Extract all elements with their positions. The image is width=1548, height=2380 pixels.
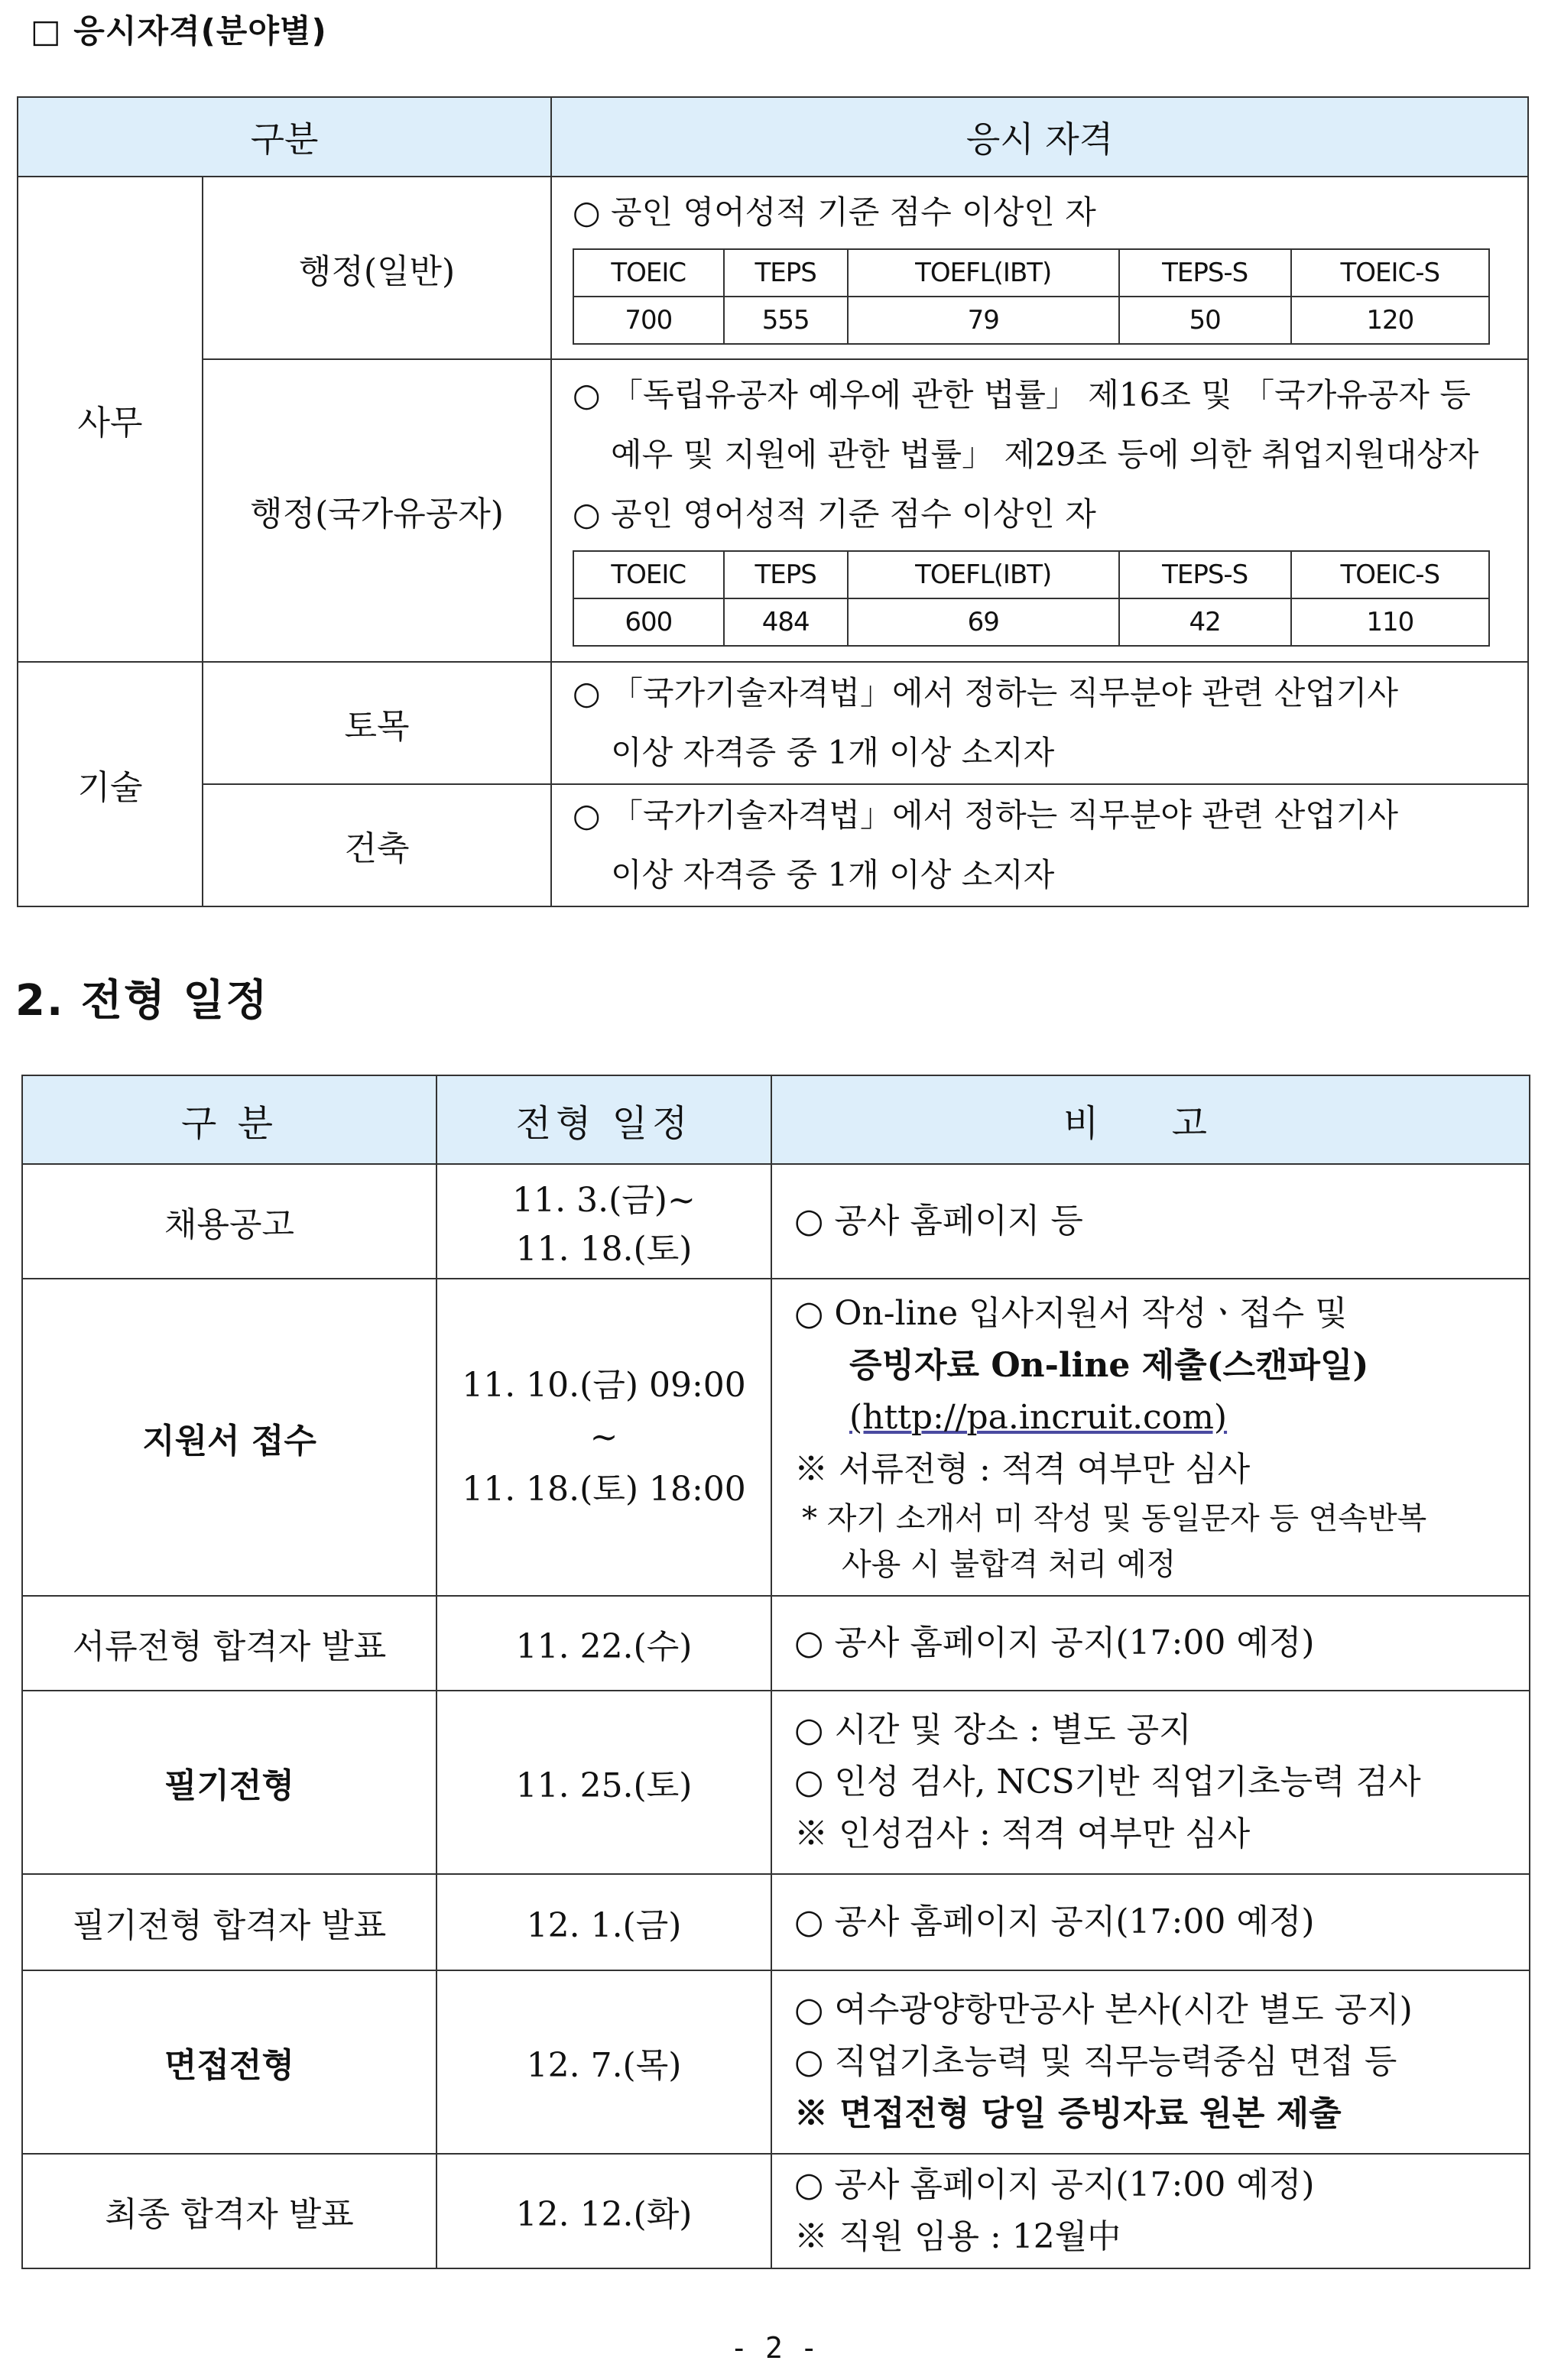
eligibility-table	[17, 96, 1529, 907]
score-value: 50	[1119, 297, 1291, 344]
remark-line: ○ 여수광양항만공사 본사(시간 별도 공지)	[794, 1990, 1413, 2029]
remark-line: 사용 시 불합격 처리 예정	[842, 1546, 1176, 1582]
table-row	[18, 177, 1528, 359]
date-line: 11. 3.(금)~	[512, 1181, 696, 1220]
score-value: 69	[848, 598, 1119, 646]
stage-remarks	[771, 1279, 1530, 1596]
qualification-line: 이상 자격증 중 1개 이상 소지자	[611, 856, 1055, 893]
qualification-line: ○ 공인 영어성적 기준 점수 이상인 자	[573, 495, 1096, 533]
qualification-admin-veterans	[551, 359, 1528, 662]
score-header: TEPS	[724, 551, 848, 598]
category-tech: 기술	[18, 662, 203, 906]
remark-line: ○ 공사 홈페이지 공지(17:00 예정)	[794, 2165, 1315, 2204]
table-row	[22, 1874, 1530, 1970]
stage-remarks	[771, 2154, 1530, 2268]
score-value: 42	[1119, 598, 1291, 646]
score-header: TOEFL(IBT)	[848, 551, 1119, 598]
qualification-line: 예우 및 지원에 관한 법률」 제29조 등에 의한 취업지원대상자	[611, 436, 1479, 473]
remark-line: 증빙자료 On-line 제출(스캔파일)	[849, 1345, 1369, 1385]
page-number: - 2 -	[730, 2331, 818, 2365]
stage-date	[436, 1164, 771, 1279]
score-table-general	[573, 248, 1490, 345]
stage-name: 채용공고	[22, 1164, 436, 1279]
score-header: TOEIC	[573, 249, 724, 297]
table-row	[18, 359, 1528, 662]
category-office: 사무	[18, 177, 203, 662]
table-row	[22, 1596, 1530, 1691]
section-heading-eligibility: □ 응시자격(분야별)	[31, 12, 327, 50]
date-line: 11. 10.(금) 09:00	[462, 1365, 746, 1405]
score-header: TEPS-S	[1119, 551, 1291, 598]
remark-line: ※ 면접전형 당일 증빙자료 원본 제출	[794, 2094, 1342, 2133]
table-header-row	[22, 1075, 1530, 1164]
score-header: TOEIC-S	[1291, 551, 1489, 598]
table-row	[22, 2154, 1530, 2268]
stage-name: 필기전형	[22, 1691, 436, 1874]
remark-line: ※ 인성검사 : 적격 여부만 심사	[794, 1814, 1251, 1853]
score-value: 120	[1291, 297, 1489, 344]
stage-name: 최종 합격자 발표	[22, 2154, 436, 2268]
score-value: 110	[1291, 598, 1489, 646]
score-value: 700	[573, 297, 724, 344]
stage-name: 필기전형 합격자 발표	[22, 1874, 436, 1970]
header-category: 구분	[18, 97, 551, 177]
remark-line: ○ On-line 입사지원서 작성ㆍ접수 및	[794, 1293, 1348, 1333]
section-heading-schedule: 2. 전형 일정	[15, 976, 269, 1026]
qualification-line: ○ 「국가기술자격법」에서 정하는 직무분야 관련 산업기사	[573, 796, 1398, 834]
remark-line: ○ 시간 및 장소 : 별도 공지	[794, 1710, 1192, 1749]
field-admin-general	[203, 177, 551, 359]
score-value: 600	[573, 598, 724, 646]
stage-date: 12. 12.(화)	[436, 2154, 771, 2268]
stage-name: 서류전형 합격자 발표	[22, 1596, 436, 1691]
stage-date: 11. 22.(수)	[436, 1596, 771, 1691]
schedule-table	[21, 1075, 1530, 2269]
date-line: ~	[589, 1417, 618, 1457]
stage-name: 지원서 접수	[22, 1279, 436, 1596]
qualification-architecture	[551, 784, 1528, 906]
score-header: TOEFL(IBT)	[848, 249, 1119, 297]
qualification-civil	[551, 662, 1528, 784]
table-row	[22, 1279, 1530, 1596]
header-remarks: 비 고	[771, 1075, 1530, 1164]
date-line: 11. 18.(토)	[515, 1230, 693, 1269]
date-line: 11. 18.(토) 18:00	[462, 1469, 746, 1509]
stage-date: 12. 7.(목)	[436, 1970, 771, 2154]
stage-name: 면접전형	[22, 1970, 436, 2154]
stage-date	[436, 1279, 771, 1596]
table-row	[22, 1691, 1530, 1874]
table-row	[18, 662, 1528, 784]
remark-line: ○ 직업기초능력 및 직무능력중심 면접 등	[794, 2042, 1397, 2081]
field-admin-veterans	[203, 359, 551, 662]
score-header: TOEIC-S	[1291, 249, 1489, 297]
qualification-line: ○ 공인 영어성적 기준 점수 이상인 자	[573, 193, 1096, 231]
field-label: 행정(국가유공자)	[250, 494, 504, 533]
table-row	[22, 1970, 1530, 2154]
remark-line: ※ 직원 임용 : 12월中	[794, 2217, 1121, 2256]
field-label: 행정(일반)	[298, 251, 456, 291]
remark-line: ※ 서류전형 : 적격 여부만 심사	[794, 1449, 1251, 1489]
table-row	[18, 784, 1528, 906]
score-value: 79	[848, 297, 1119, 344]
application-link[interactable]: (http://pa.incruit.com)	[849, 1397, 1228, 1437]
stage-remarks	[771, 1970, 1530, 2154]
stage-remarks	[771, 1596, 1530, 1691]
qualification-line: ○ 「독립유공자 예우에 관한 법률」 제16조 및 「국가유공자 등	[573, 376, 1471, 413]
header-schedule: 전형 일정	[436, 1075, 771, 1164]
stage-date: 11. 25.(토)	[436, 1691, 771, 1874]
remark-line: ○ 공사 홈페이지 등	[794, 1201, 1083, 1240]
score-table-veterans	[573, 550, 1490, 647]
score-header: TOEIC	[573, 551, 724, 598]
remark-line: ○ 공사 홈페이지 공지(17:00 예정)	[794, 1902, 1315, 1941]
header-qualification: 응시 자격	[551, 97, 1528, 177]
qualification-line: ○ 「국가기술자격법」에서 정하는 직무분야 관련 산업기사	[573, 674, 1398, 712]
remark-line: ○ 인성 검사, NCS기반 직업기초능력 검사	[794, 1762, 1421, 1801]
header-division: 구 분	[22, 1075, 436, 1164]
stage-date: 12. 1.(금)	[436, 1874, 771, 1970]
score-value: 484	[724, 598, 848, 646]
field-civil: 토목	[203, 662, 551, 784]
field-architecture: 건축	[203, 784, 551, 906]
stage-remarks	[771, 1691, 1530, 1874]
table-header-row	[18, 97, 1528, 177]
table-row	[22, 1164, 1530, 1279]
score-header: TEPS	[724, 249, 848, 297]
stage-remarks	[771, 1874, 1530, 1970]
score-header: TEPS-S	[1119, 249, 1291, 297]
qualification-line: 이상 자격증 중 1개 이상 소지자	[611, 734, 1055, 771]
score-value: 555	[724, 297, 848, 344]
stage-remarks	[771, 1164, 1530, 1279]
remark-line: ○ 공사 홈페이지 공지(17:00 예정)	[794, 1623, 1315, 1662]
remark-line: * 자기 소개서 미 작성 및 동일문자 등 연속반복	[802, 1500, 1427, 1536]
qualification-admin-general	[551, 177, 1528, 359]
